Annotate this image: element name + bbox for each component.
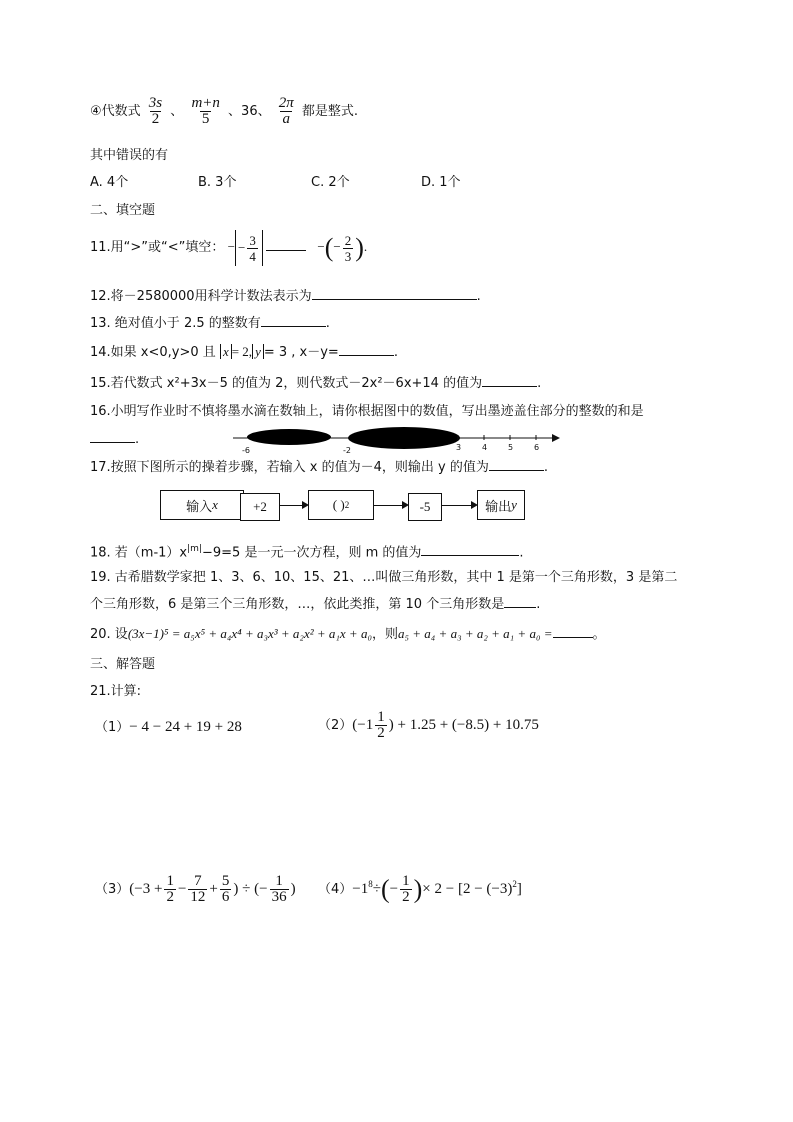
fraction-1-2: $\frac{1}{2}$ xyxy=(166,873,174,905)
label-3: 3 xyxy=(456,443,462,452)
flow-input-var: x xyxy=(212,497,218,512)
answer-blank[interactable] xyxy=(489,458,544,471)
fraction-1-2: $\frac{1}{2}$ xyxy=(402,873,410,905)
expr-part: ÷ xyxy=(372,880,381,897)
label-neg2: -2 xyxy=(343,446,351,455)
expr-part: ) ÷ (− xyxy=(233,880,268,897)
flow-output-var: y xyxy=(511,497,517,512)
q13 xyxy=(90,314,330,333)
ink-blot-right xyxy=(348,427,460,449)
section2-title: 二、填空题 xyxy=(90,203,156,218)
flow-input-label: 输入 xyxy=(186,499,213,515)
option-b: B. 3个 xyxy=(198,175,237,190)
q10-item4-prefix: ④代数式 xyxy=(90,104,141,119)
part-label: （3） xyxy=(95,881,130,897)
period: . xyxy=(135,432,140,447)
expr-part: ] xyxy=(516,880,522,897)
period: . xyxy=(393,345,398,360)
flow-output-label: 输出 xyxy=(485,499,512,515)
label-6: 6 xyxy=(534,443,540,452)
expr-part: −1 xyxy=(352,880,369,897)
q16-text: 16.小明写作业时不慎将墨水滴在数轴上，请你根据图中的数值，写出墨迹盖住部分的整数的和是 xyxy=(90,404,644,419)
period: . xyxy=(476,289,481,304)
fraction-2pi-a: $\frac{2\pi}{a}$ xyxy=(278,95,294,127)
option-a: A. 4个 xyxy=(90,175,129,190)
q10-item4 xyxy=(90,96,358,127)
answer-blank[interactable] xyxy=(90,430,135,443)
fraction-m-plus-n-5: $\frac{m+n}{5}$ xyxy=(191,95,220,127)
expr-part: − xyxy=(177,880,187,897)
period: . xyxy=(537,376,542,391)
q12 xyxy=(90,287,481,306)
answer-blank[interactable] xyxy=(553,625,593,638)
flow-arrow xyxy=(441,505,476,506)
flow-arrow xyxy=(373,505,407,506)
label-5: 5 xyxy=(508,443,514,452)
part-label: （4） xyxy=(318,881,353,897)
q20-equation: (3x−1)⁵ = a₅x⁵ + a₄x⁴ + a₃x³ + a₂x² + a₁x + a₀ xyxy=(127,626,372,641)
section3-title: 三、解答题 xyxy=(90,657,156,672)
option-c: C. 2个 xyxy=(311,175,350,190)
fraction-2-3: $\frac{2}{3}$ xyxy=(344,232,352,264)
answer-blank[interactable] xyxy=(339,343,394,356)
ink-blot-left xyxy=(247,429,331,445)
exponent: 2 xyxy=(344,500,350,510)
q11: 11.用“>”或“<”填空： − − $\frac{3}{4}$ −(− $\frac{2}{3}$ ). xyxy=(90,230,367,266)
period: . xyxy=(543,460,549,475)
q20-sum: a₅ + a₄ + a₃ + a₂ + a₁ + a₀ = xyxy=(397,626,553,641)
q20-pre: 20. 设 xyxy=(90,627,128,642)
abs-value xyxy=(235,230,263,266)
separator: 、36、 xyxy=(228,104,271,119)
flow-arrow xyxy=(279,505,307,506)
exponent: |m| xyxy=(187,544,202,554)
q14-text: 14.如果 x<0,y>0 且 xyxy=(90,345,216,360)
equation-part: = 3 , x－y= xyxy=(263,345,339,360)
q17-text: 17.按照下图所示的操着步骤，若输入 x 的值为－4，则输出 y 的值为 xyxy=(90,460,489,475)
q10-question: 其中错误的有 xyxy=(90,148,169,163)
expr-part: (−1 xyxy=(352,716,374,733)
flow-output-box xyxy=(477,490,525,520)
q17 xyxy=(90,458,548,477)
answer-blank[interactable] xyxy=(312,287,477,300)
q19-line2-text: 个三角形数，6 是第三个三角形数，…，依此类推，第 10 个三角形数是 xyxy=(90,597,505,612)
label-neg6: -6 xyxy=(242,446,250,455)
q20-mid: ，则 xyxy=(371,627,398,642)
q12-text: 12.将－2580000用科学计数法表示为 xyxy=(90,289,312,304)
part-label: （1） xyxy=(95,720,130,735)
flow-paren: ( ) xyxy=(332,497,345,512)
q18 xyxy=(90,540,524,562)
q11-text: 11.用“>”或“<”填空： xyxy=(90,239,225,255)
q10-item4-suffix: 都是整式. xyxy=(301,104,359,119)
expr-part: ) xyxy=(290,880,296,897)
exponent: 2 xyxy=(512,878,517,889)
fraction-1-36: $\frac{1}{36}$ xyxy=(271,873,287,905)
minus-sign: − xyxy=(317,238,325,254)
flow-step-minus5: -5 xyxy=(408,493,442,521)
flow-input-box xyxy=(160,490,244,520)
expr-part: + xyxy=(209,880,218,897)
fraction-3-4: $\frac{3}{4}$ xyxy=(249,232,256,264)
separator: 、 xyxy=(170,104,184,119)
part-label: （2） xyxy=(318,717,353,733)
q21-part1 xyxy=(95,718,242,737)
flow-step-square xyxy=(308,490,374,520)
expr-part: ) + 1.25 + (−8.5) + 10.75 xyxy=(388,716,539,733)
answer-blank[interactable] xyxy=(261,314,326,327)
answer-blank[interactable] xyxy=(482,374,537,387)
period: 。 xyxy=(592,627,606,642)
period: . xyxy=(325,316,330,331)
number-line-figure xyxy=(230,424,570,456)
q14 xyxy=(90,343,398,362)
expr-part: × 2 − [2 − (−3) xyxy=(422,880,513,897)
answer-blank[interactable] xyxy=(421,543,519,556)
option-d: D. 1个 xyxy=(421,175,461,190)
q20 xyxy=(90,625,606,644)
q18-post: −9=5 是一元一次方程，则 m 的值为 xyxy=(201,545,422,561)
minus-sign: − xyxy=(238,240,246,255)
q19-line1: 19. 古希腊数学家把 1、3、6、10、15、21、…叫做三角形数，其中 1 是第一个三角形数，3 是第二 xyxy=(90,570,678,585)
answer-blank[interactable] xyxy=(504,595,536,608)
abs-y: y xyxy=(252,344,264,359)
q13-text: 13. 绝对值小于 2.5 的整数有 xyxy=(90,316,261,331)
q18-pre: 18. 若（m-1）x xyxy=(90,545,188,561)
fraction-1-2: $\frac{1}{2}$ xyxy=(377,709,385,741)
q21-part4: $(4)-1^8\div(-$ $\frac{1}{2}$ )× $2 - [2 - (-3)^2]$ xyxy=(318,873,522,905)
q15 xyxy=(90,374,541,393)
q16-answer xyxy=(90,430,139,449)
q19-line2 xyxy=(90,595,540,614)
minus-sign: − xyxy=(333,238,341,254)
period: . xyxy=(536,597,541,612)
minus-sign: − xyxy=(227,238,235,254)
q21-part3 xyxy=(95,874,296,905)
axis-arrow xyxy=(552,434,560,442)
q21-part2 xyxy=(318,710,539,741)
answer-blank[interactable] xyxy=(266,238,306,251)
fraction-7-12: $\frac{7}{12}$ xyxy=(190,873,206,905)
q15-text: 15.若代数式 x²+3x－5 的值为 2，则代数式－2x²－6x+14 的值为 xyxy=(90,376,483,391)
fraction-5-6: $\frac{5}{6}$ xyxy=(221,873,230,905)
fraction-3s-2: $\frac{3s}{2}$ xyxy=(148,95,163,127)
q21-part1-expr: − 4 − 24 + 19 + 28 xyxy=(129,719,242,735)
expr-part: (−3 + xyxy=(129,880,163,897)
flow-step-add2: +2 xyxy=(240,493,280,521)
period: . xyxy=(519,545,524,561)
equation-part: = 2, xyxy=(231,344,253,359)
label-4: 4 xyxy=(482,443,488,452)
q21-title: 21.计算: xyxy=(90,684,142,699)
period: . xyxy=(363,238,368,254)
exponent: 8 xyxy=(368,878,373,889)
abs-x: x xyxy=(220,344,232,359)
q10-options xyxy=(90,174,461,192)
